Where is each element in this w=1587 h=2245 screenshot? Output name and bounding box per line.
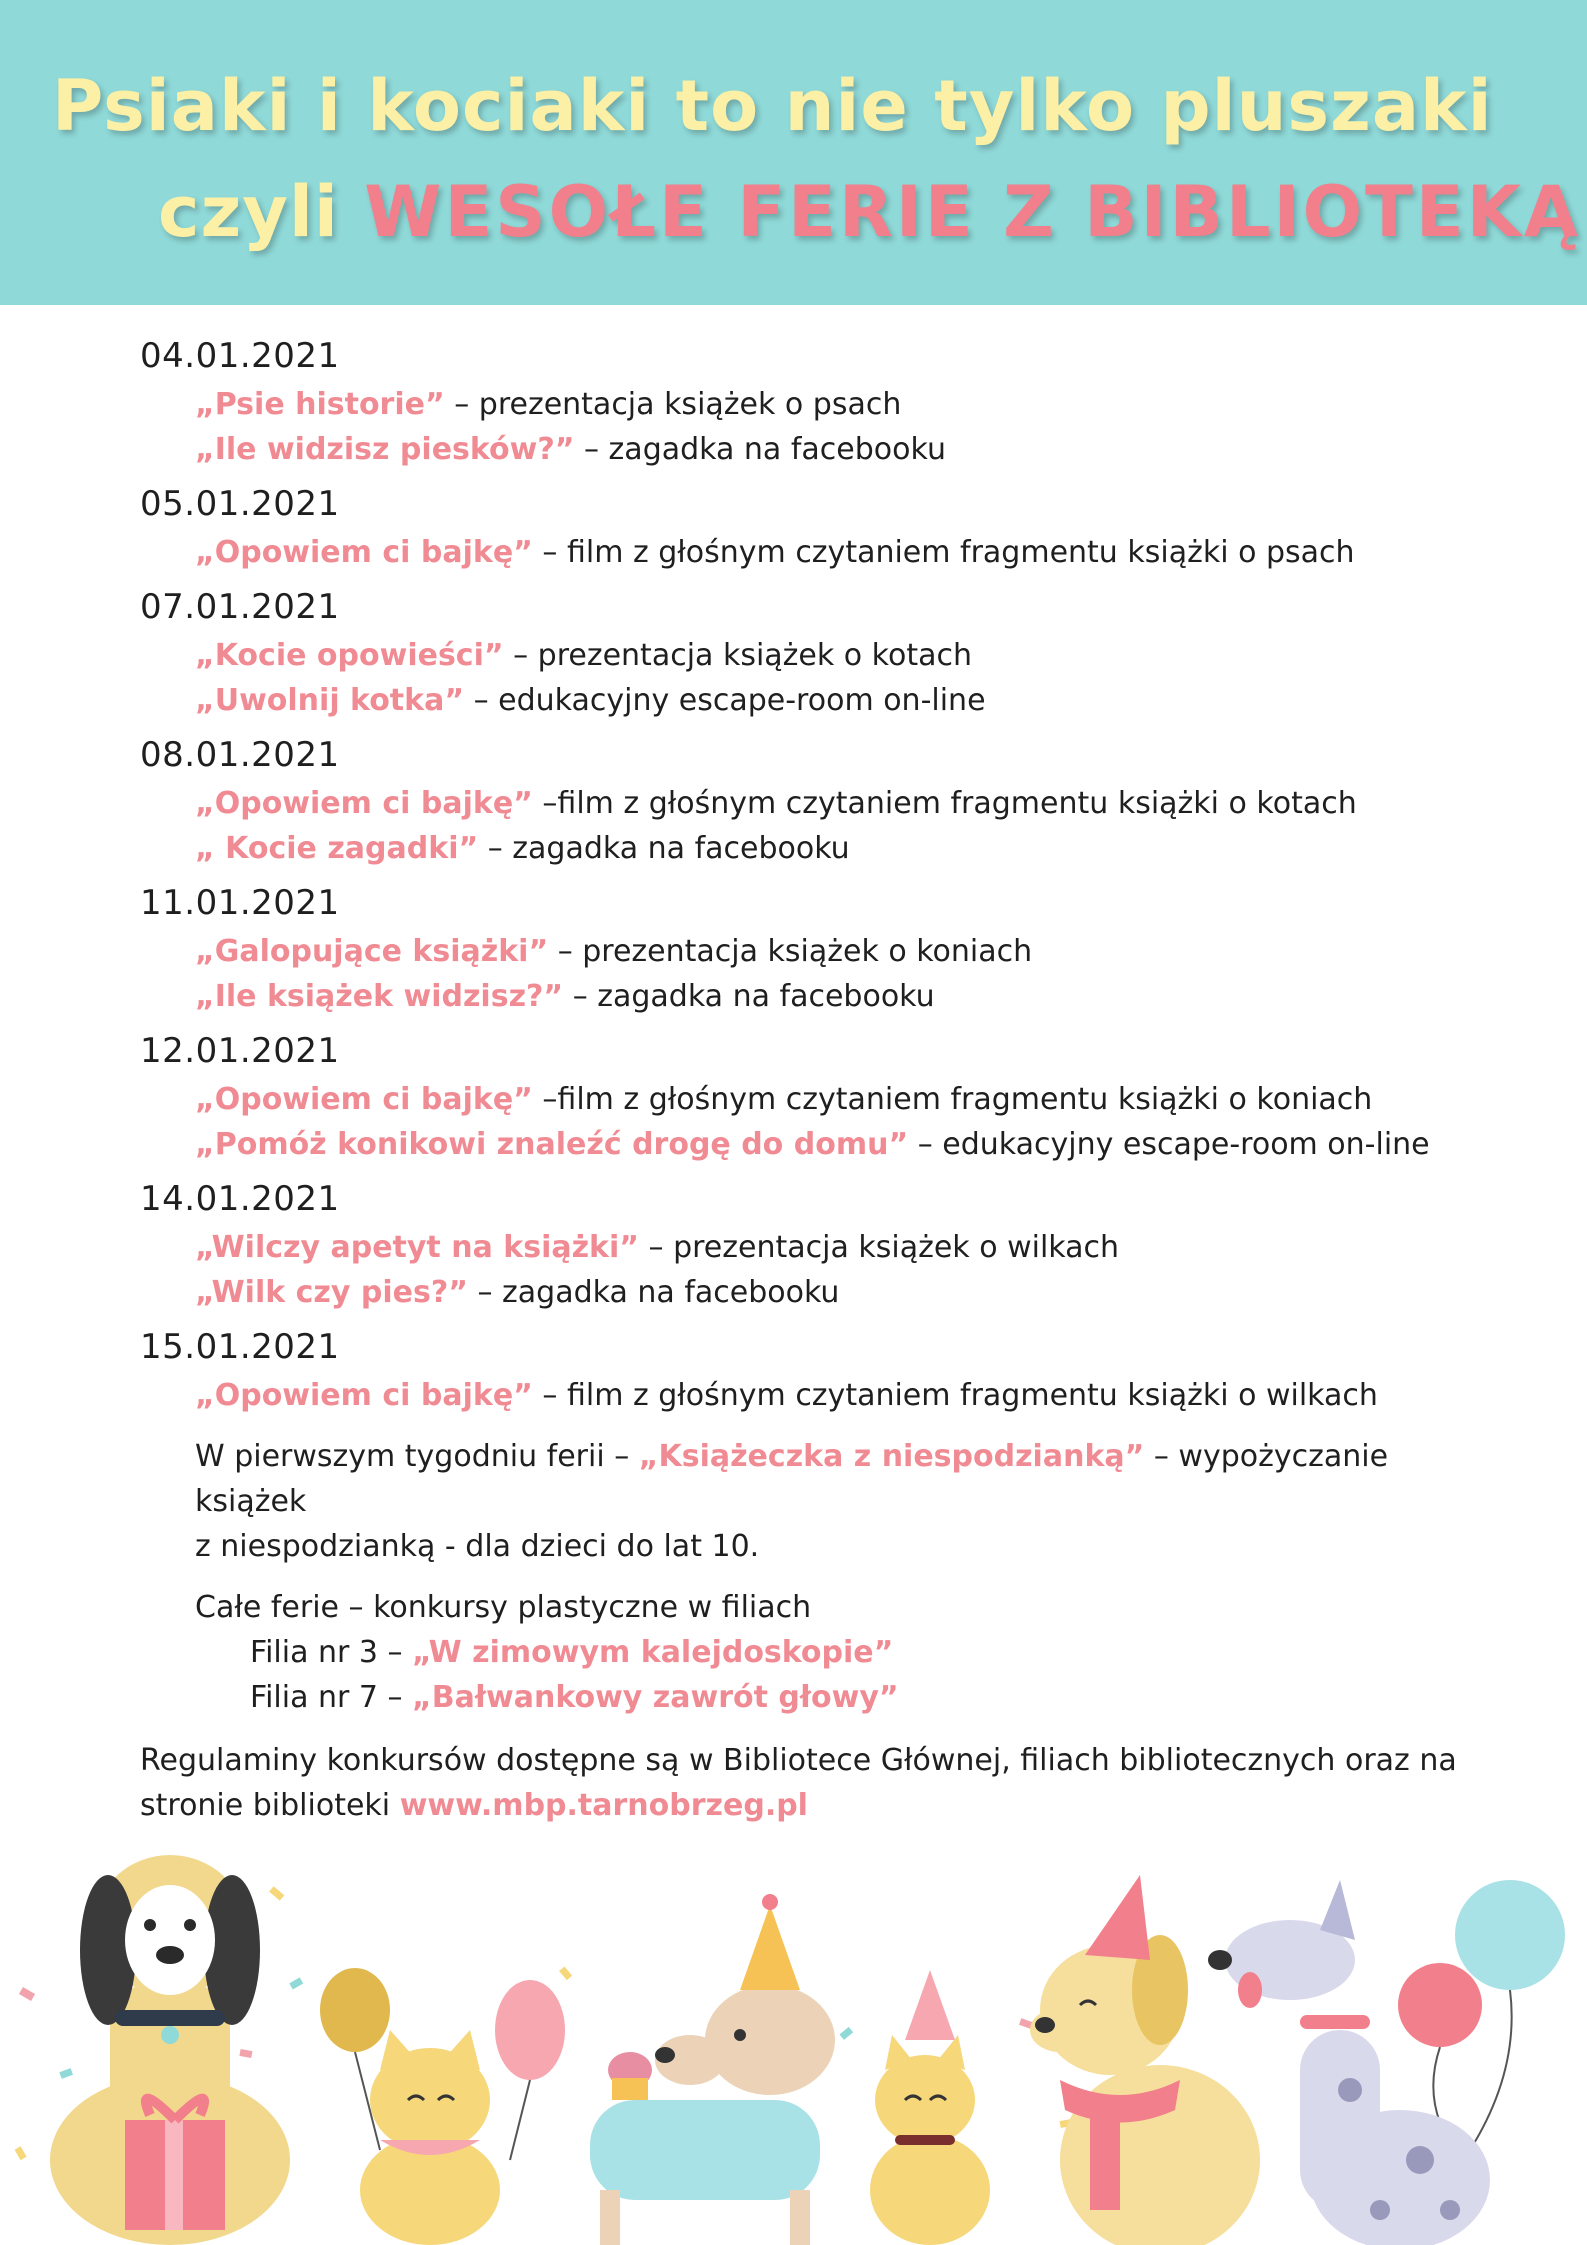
- event-title: „Opowiem ci bajkę”: [195, 535, 533, 570]
- first-week-line-2: z niespodzianką - dla dzieci do lat 10.: [195, 1529, 760, 1564]
- greyhound-with-balloons-icon: [1208, 1880, 1565, 2245]
- event-row: [140, 678, 1460, 723]
- dog-with-gift-icon: [50, 1855, 290, 2245]
- event-date: 05.01.2021: [140, 484, 340, 524]
- event-description: – prezentacja książek o kotach: [503, 638, 972, 673]
- event-row: [140, 1077, 1460, 1122]
- event-title: „Wilczy apetyt na książki”: [195, 1230, 640, 1265]
- contest-label: Filia nr 7 –: [250, 1680, 413, 1715]
- contest-title: „W zimowym kalejdoskopie”: [412, 1635, 894, 1670]
- cat-with-balloons-icon: [320, 1968, 565, 2245]
- event-title: „Opowiem ci bajkę”: [195, 1378, 533, 1413]
- event-date: 12.01.2021: [140, 1031, 340, 1071]
- contests-intro: Całe ferie – konkursy plastyczne w filiach: [195, 1590, 812, 1625]
- event-description: –film z głośnym czytaniem fragmentu książki o kotach: [532, 786, 1357, 821]
- event-description: – prezentacja książek o wilkach: [639, 1230, 1120, 1265]
- contest-item: [140, 1675, 1460, 1720]
- event-description: – edukacyjny escape-room on-line: [464, 683, 986, 718]
- event-title: „Psie historie”: [195, 387, 445, 422]
- schedule-day: [140, 581, 1460, 723]
- event-date: 15.01.2021: [140, 1327, 340, 1367]
- contest-item: [140, 1630, 1460, 1675]
- event-date: 04.01.2021: [140, 336, 340, 376]
- contest-title: „Bałwankowy zawrót głowy”: [412, 1680, 899, 1715]
- event-description: – zagadka na facebooku: [574, 432, 946, 467]
- contests-block: [140, 1585, 1460, 1630]
- title-prefix: czyli: [158, 171, 365, 253]
- event-row: [140, 382, 1460, 427]
- schedule-list: [140, 330, 1460, 1418]
- schedule-content: [140, 330, 1460, 1828]
- event-row: [140, 826, 1460, 871]
- event-row: [140, 781, 1460, 826]
- first-week-note: [140, 1434, 1460, 1569]
- party-animals-illustration: [0, 1830, 1587, 2245]
- event-title: „Ile książek widzisz?”: [195, 979, 564, 1014]
- event-title: „Galopujące książki”: [195, 934, 549, 969]
- event-row: [140, 1225, 1460, 1270]
- event-row: [140, 530, 1460, 575]
- event-title: „Ile widzisz piesków?”: [195, 432, 575, 467]
- event-date: 08.01.2021: [140, 735, 340, 775]
- event-description: – zagadka na facebooku: [478, 831, 850, 866]
- title-line-2: [158, 172, 1581, 252]
- event-description: – film z głośnym czytaniem fragmentu książki o wilkach: [532, 1378, 1378, 1413]
- first-week-line-1: [195, 1434, 1460, 1524]
- schedule-day: [140, 1173, 1460, 1315]
- event-date: 11.01.2021: [140, 883, 340, 923]
- title-highlight: WESOŁE FERIE Z BIBLIOTEKĄ: [364, 171, 1582, 253]
- event-description: – zagadka na facebooku: [467, 1275, 840, 1310]
- first-week-suffix: – wypożyczanie książek: [195, 1439, 1389, 1519]
- schedule-day: [140, 1025, 1460, 1167]
- footer-line-2: [140, 1783, 1460, 1828]
- first-week-title: „Książeczka z niespodzianką”: [638, 1439, 1145, 1474]
- event-description: – film z głośnym czytaniem fragmentu książki o psach: [532, 535, 1355, 570]
- dog-with-cupcake-icon: [590, 1894, 835, 2245]
- first-week-prefix: W pierwszym tygodniu ferii –: [195, 1439, 639, 1474]
- dog-party-hat-icon: [1030, 1875, 1260, 2245]
- schedule-day: [140, 478, 1460, 575]
- footer-note: [140, 1738, 1460, 1828]
- event-title: „Opowiem ci bajkę”: [195, 1082, 533, 1117]
- event-title: „Opowiem ci bajkę”: [195, 786, 533, 821]
- event-description: – prezentacja książek o psach: [444, 387, 902, 422]
- event-row: [140, 974, 1460, 1019]
- contest-label: Filia nr 3 –: [250, 1635, 413, 1670]
- event-title: „Uwolnij kotka”: [195, 683, 465, 718]
- schedule-day: [140, 330, 1460, 472]
- event-description: –film z głośnym czytaniem fragmentu książki o koniach: [532, 1082, 1373, 1117]
- event-description: – prezentacja książek o koniach: [548, 934, 1033, 969]
- footer-line-1: Regulaminy konkursów dostępne są w Bibliotece Głównej, filiach bibliotecznych oraz na: [140, 1743, 1457, 1778]
- event-row: [140, 427, 1460, 472]
- event-description: – zagadka na facebooku: [563, 979, 935, 1014]
- event-row: [140, 1373, 1460, 1418]
- event-description: – edukacyjny escape-room on-line: [908, 1127, 1430, 1162]
- event-title: „Kocie opowieści”: [195, 638, 504, 673]
- event-row: [140, 633, 1460, 678]
- kitten-party-hat-icon: [870, 1970, 990, 2245]
- header-banner: [0, 0, 1587, 305]
- event-row: [140, 929, 1460, 974]
- library-website-link[interactable]: www.mbp.tarnobrzeg.pl: [399, 1788, 808, 1823]
- footer-prefix: stronie biblioteki: [140, 1788, 400, 1823]
- event-row: [140, 1122, 1460, 1167]
- schedule-day: [140, 877, 1460, 1019]
- event-date: 14.01.2021: [140, 1179, 340, 1219]
- event-title: „Wilk czy pies?”: [195, 1275, 468, 1310]
- schedule-day: [140, 1321, 1460, 1418]
- title-line-1: Psiaki i kociaki to nie tylko pluszaki: [52, 65, 1493, 147]
- schedule-day: [140, 729, 1460, 871]
- event-date: 07.01.2021: [140, 587, 340, 627]
- event-title: „Pomóż konikowi znaleźć drogę do domu”: [195, 1127, 909, 1162]
- event-title: „ Kocie zagadki”: [195, 831, 479, 866]
- event-row: [140, 1270, 1460, 1315]
